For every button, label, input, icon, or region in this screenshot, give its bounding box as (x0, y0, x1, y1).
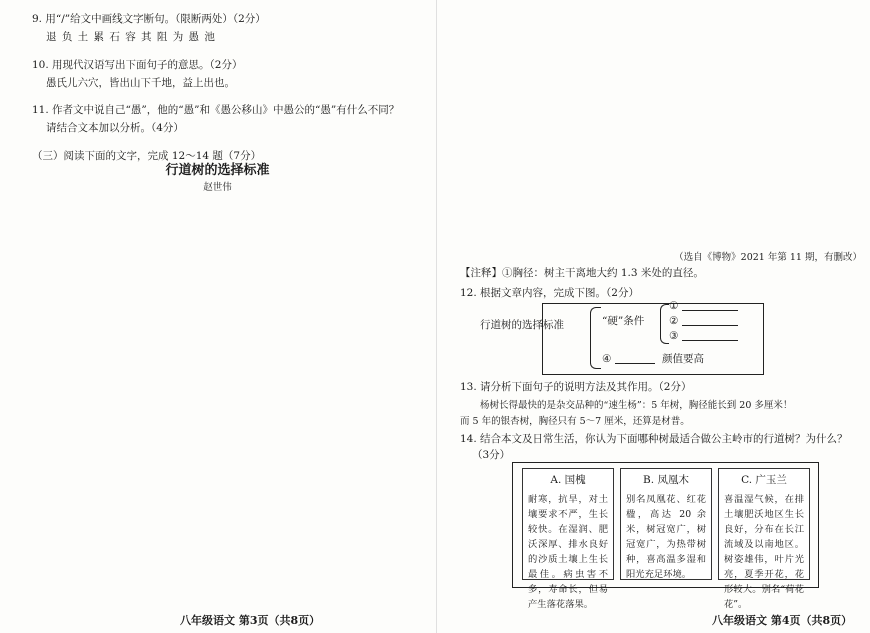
diagram-slot-3-number: ③ (669, 330, 679, 342)
card-body: 喜温湿气候，在排土壤肥沃地区生长良好，分布在长江流域及以南地区。树姿雄伟，叶片光亮，夏季开花，花形较大。别名“荷花花”。 (724, 494, 804, 610)
q9-stem: 9. 用“/”给文中画线文字断句。（限断两处）（2分） (32, 13, 266, 25)
q12-stem: 12. 根据文章内容，完成下图。（2分） (460, 287, 639, 299)
diagram-root-label: 行道树的选择标准 (480, 319, 564, 331)
card-guangyulan (718, 468, 810, 610)
q13-quote-line2: 而 5 年的银杏树，胸径只有 5～7 厘米，还算是材普。 (460, 416, 690, 427)
card-body: 耐寒，抗旱，对土壤要求不严，生长较快。在湿润、肥沃深厚、排水良好的沙质土壤上生长最佳。病虫害不多，寿命长，但易产生落花落果。 (528, 494, 608, 610)
diagram-main-bracket (590, 307, 601, 369)
q13-quote-line1: 杨树长得最快的是杂交品种的“速生杨”：5 年树，胸径能长到 20 多厘米！ (480, 400, 793, 411)
q13-stem: 13. 请分析下面句子的说明方法及其作用。（2分） (460, 381, 692, 393)
right-page (440, 0, 870, 633)
card-title: B. 凤凰木 (643, 474, 689, 486)
diagram-slot-1-number: ① (669, 300, 679, 312)
q11-stem: 11. 作者文中说自己“愚”，他的“愚”和《愚公移山》中愚公的“愚”有什么不同？ (32, 104, 400, 116)
q10-text: 愚氏儿六穴，皆出山下千地，益上出也。 (46, 77, 235, 89)
card-fenghuangmu (620, 468, 712, 580)
q9-text: 退 负 土 累 石 容 其 阻 为 愚 池 (46, 31, 216, 43)
card-title: A. 国槐 (550, 474, 586, 486)
diagram-slot-4-blank[interactable] (615, 353, 655, 364)
diagram-slot-2-blank[interactable] (682, 315, 738, 326)
card-body: 别名凤凰花、红花楹，高达 20 余米，树冠宽广，树冠宽广，为热带树种，喜高温多湿和阳光充足环境。 (626, 494, 706, 580)
section-3-heading: （三）阅读下面的文字，完成 12～14 题（7分） (32, 150, 262, 162)
q14-stem: 14. 结合本文及日常生活，你认为下面哪种树最适合做公主岭市的行道树？为什么？ (460, 433, 848, 445)
article-author: 赵世伟 (203, 182, 232, 193)
diagram-sub-bracket (660, 304, 669, 344)
page-fold (436, 0, 437, 633)
diagram-slot-4-number: ④ (602, 353, 612, 365)
q14-score: （3分） (472, 449, 511, 461)
card-title: C. 广玉兰 (741, 474, 787, 486)
diagram-slot-1-blank[interactable] (682, 300, 738, 311)
diagram-slot-3-blank[interactable] (682, 330, 738, 341)
source-citation: （选自《博物》2021 年第 11 期，有删改） (674, 252, 862, 263)
card-guohuai (522, 468, 614, 610)
diagram-soft-label: 颜值要高 (662, 353, 704, 365)
article-title: 行道树的选择标准 (165, 163, 270, 178)
q11-stem-line2: 请结合文本加以分析。（4分） (46, 122, 184, 134)
footnote: 【注释】①胸径：树主干离地大约 1.3 米处的直径。 (460, 267, 704, 279)
q10-stem: 10. 用现代汉语写出下面句子的意思。（2分） (32, 59, 243, 71)
page-footer: 八年级语文 第4页（共8页） (712, 614, 853, 627)
page-footer: 八年级语文 第3页（共8页） (180, 614, 321, 627)
diagram-slot-2-number: ② (669, 315, 679, 327)
diagram-hard-label: “硬”条件 (602, 315, 645, 327)
